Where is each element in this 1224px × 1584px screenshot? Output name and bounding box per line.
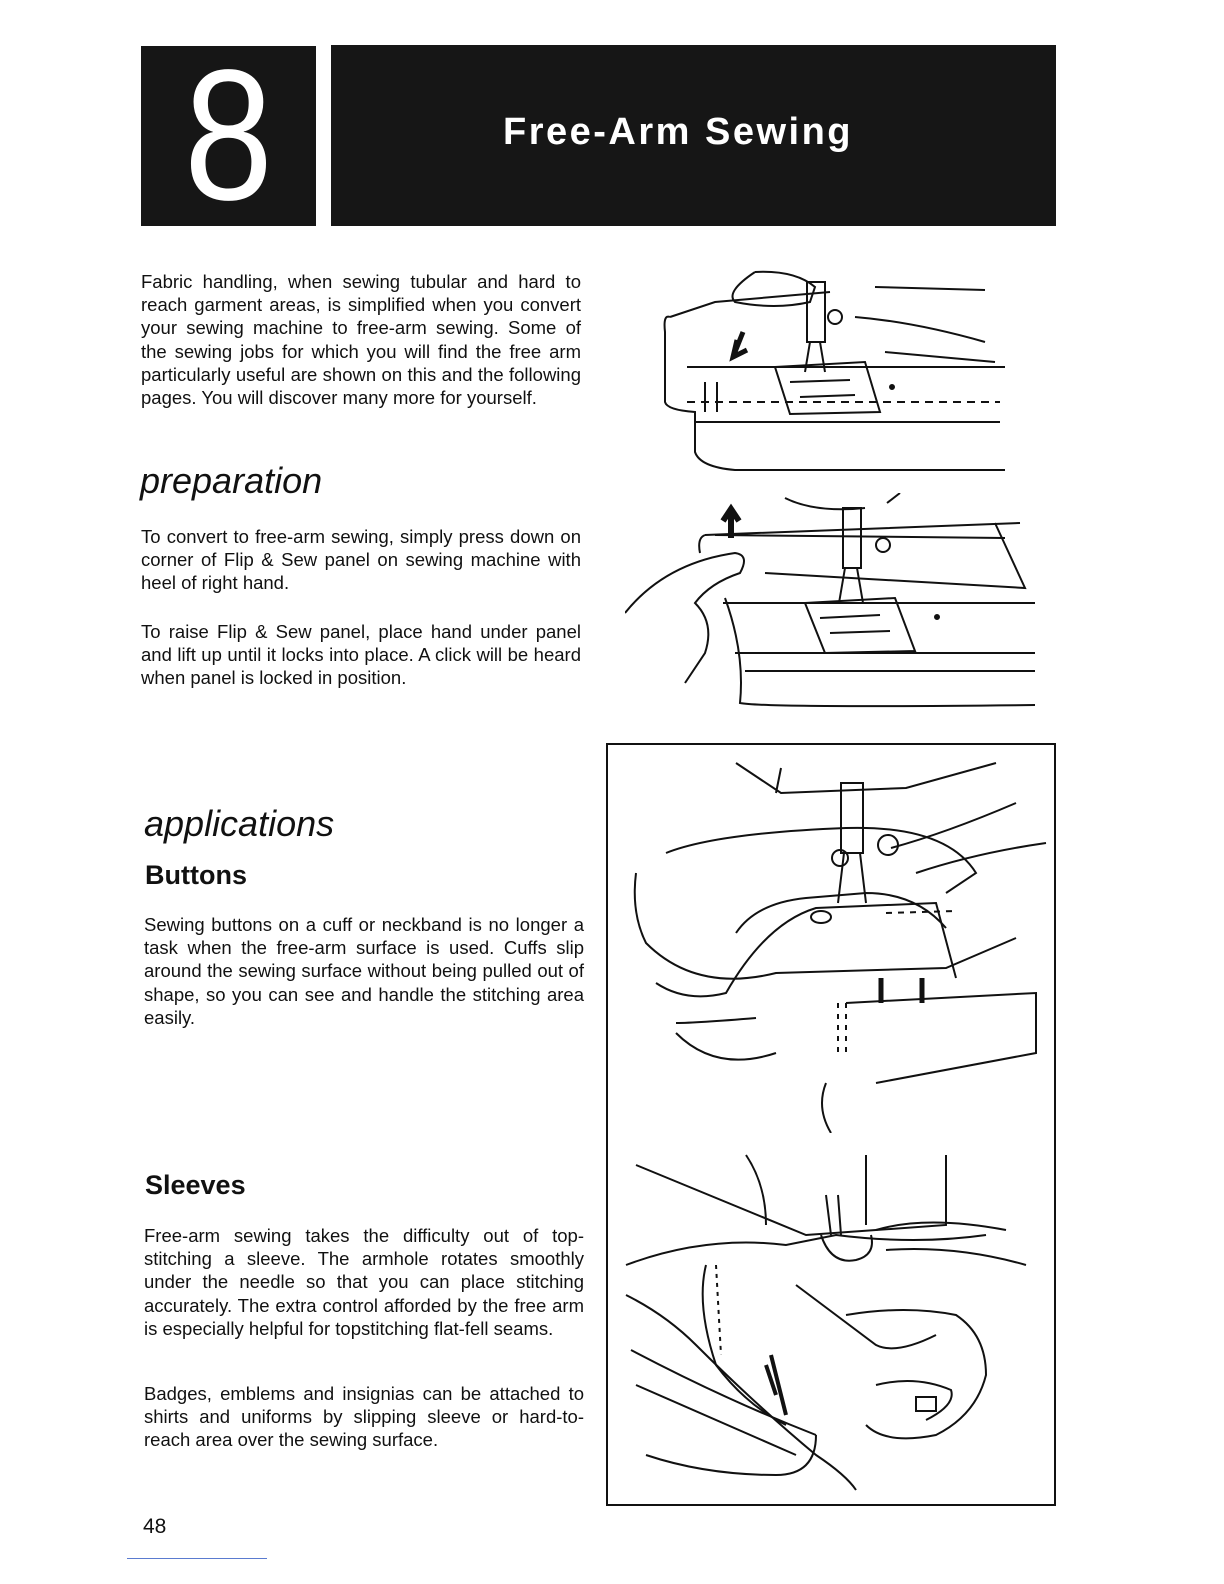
applications-heading: applications [144, 803, 335, 844]
applications-illustration-frame [606, 743, 1056, 1506]
sleeves-illustration [616, 1135, 1048, 1500]
chapter-title: Free-Arm Sewing [503, 111, 854, 153]
chapter-title-bar [331, 45, 1056, 226]
preparation-heading: preparation [140, 460, 323, 501]
buttons-paragraph: Sewing buttons on a cuff or neckband is no longer a task when the free-arm surface is used. Cuffs slip around the sewing surface without being pulled out of shape, so you can see and handle the stitching area easily. [144, 914, 584, 1028]
footer-rule [127, 1558, 267, 1559]
press-down-panel-illustration [655, 262, 1015, 477]
page-number: 48 [143, 1515, 167, 1538]
raise-panel-illustration [625, 493, 1040, 718]
chapter-number-box [141, 32, 316, 239]
buttons-illustration [616, 753, 1048, 1133]
intro-paragraph: Fabric handling, when sewing tubular and hard to reach garment areas, is simplified when you convert your sewing machine to free-arm sewing. Some of the sewing jobs for which you will find the free arm particularly useful are shown on this and the following pages. You will discover many more for yourself. [141, 271, 581, 409]
preparation-para-2: To raise Flip & Sew panel, place hand under panel and lift up until it locks into place. A click will be heard when panel is locked in position. [141, 621, 581, 689]
sleeves-paragraph: Free-arm sewing takes the difficulty out of top-stitching a sleeve. The armhole rotates smoothly under the needle so that you can place stitching accurately. The extra control afforded by the free arm is especially helpful for topstitching flat-fell seams. [144, 1225, 584, 1339]
badges-paragraph: Badges, emblems and insignias can be attached to shirts and uniforms by slipping sleeve or hard-to-reach area over the sewing surface. [144, 1383, 584, 1451]
chapter-number: 8 [184, 32, 273, 239]
sleeves-heading: Sleeves [145, 1170, 246, 1200]
preparation-para-1: To convert to free-arm sewing, simply press down on corner of Flip & Sew panel on sewing machine with heel of right hand. [141, 526, 581, 594]
buttons-heading: Buttons [145, 860, 247, 890]
